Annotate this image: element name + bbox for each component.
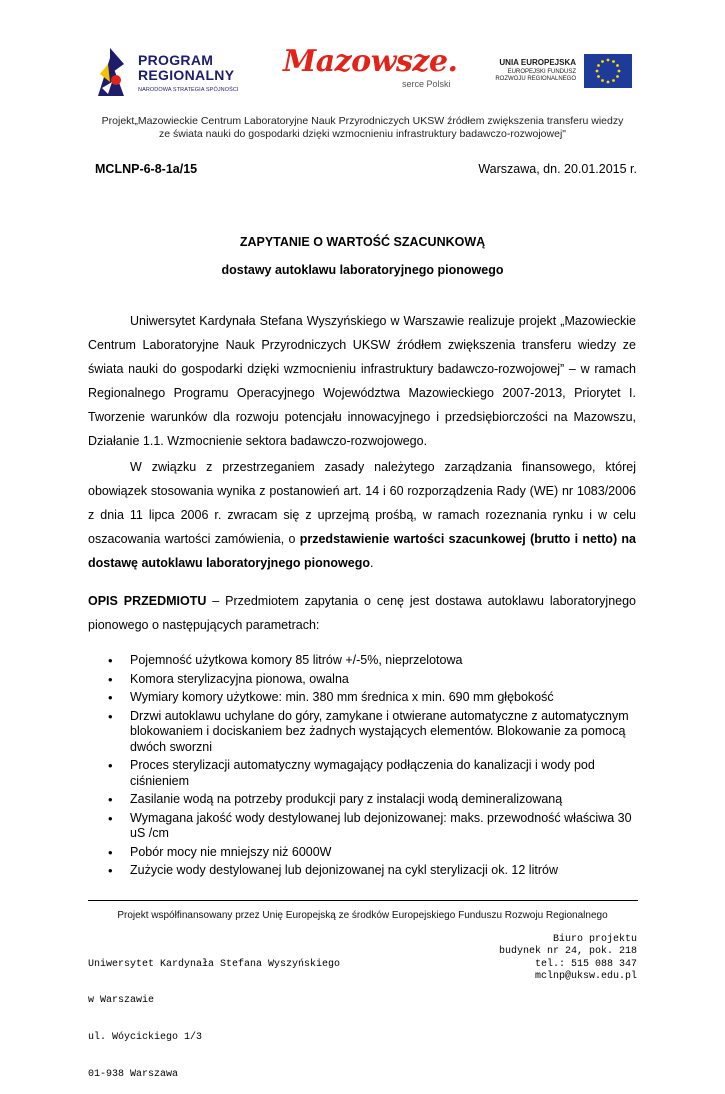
eu-logo <box>492 52 632 92</box>
program-logo-line1: PROGRAM <box>138 52 214 68</box>
document-reference: MCLNP-6-8-1a/15 <box>95 162 198 176</box>
project-title-line1: Projekt„Mazowieckie Centrum Laboratoryjne Nauk Przyrodniczych UKSW źródłem zwiększenia transferu wiedzy <box>101 115 624 127</box>
section-label: OPIS PRZEDMIOTU <box>88 594 207 608</box>
project-title-line2: ze świata nauki do gospodarki dzięki wzmocnieniu infrastruktury badawczo-rozwojowej" <box>159 128 566 140</box>
eu-logo-line1: UNIA EUROPEJSKA <box>499 58 576 67</box>
footer-cofinanced: Projekt współfinansowany przez Unię Europejską ze środków Europejskiego Funduszu Rozwoju Regionalnego <box>117 910 608 921</box>
eu-flag-icon <box>584 54 632 88</box>
program-regionalny-icon <box>96 44 126 98</box>
paragraph-request-end: . <box>369 556 374 570</box>
list-item: • Proces sterylizacji automatyczny wymagający podłączenia do kanalizacji i wody pod ciśnieniem <box>108 758 638 789</box>
list-item: • Pojemność użytkowa komory 85 litrów +/-5%, nieprzelotowa <box>108 653 638 669</box>
list-item: • Wymiary komory użytkowe: min. 380 mm średnica x min. 690 mm głębokość <box>108 690 638 706</box>
list-item: • Wymagana jakość wody destylowanej lub dejonizowanej: maks. przewodność właściwa 30 uS /cm <box>108 811 638 842</box>
document-date: Warszawa, dn. 20.01.2015 r. <box>478 162 637 176</box>
document-subtitle: dostawy autoklawu laboratoryjnego pionowego <box>221 263 504 277</box>
document-title: ZAPYTANIE O WARTOŚĆ SZACUNKOWĄ <box>239 235 486 249</box>
list-item: • Zużycie wody destylowanej lub dejonizowanej na cykl sterylizacji ok. 12 litrów <box>108 863 638 879</box>
program-logo-line3: NARODOWA STRATEGIA SPÓJNOŚCI <box>138 87 239 93</box>
mazowsze-logo <box>283 44 459 95</box>
list-item: • Pobór mocy nie mniejszy niż 6000W <box>108 845 638 861</box>
list-item: • Zasilanie wodą na potrzeby produkcji pary z instalacji wodą demineralizowaną <box>108 792 638 808</box>
mazowsze-tagline: serce Polski <box>402 79 451 89</box>
paragraph-request-bold: przedstawienie wartości szacunkowej (brutto i netto) na dostawę autoklawu laboratoryjnego pionowego <box>88 532 636 570</box>
footer-left-line: ul. Wóycickiego 1/3 <box>88 1032 203 1044</box>
mazowsze-wordmark: Mazowsze. <box>283 44 458 79</box>
footer-right-line: tel.: 515 088 347 <box>534 958 637 970</box>
footer-address-right <box>499 934 637 983</box>
footer-right-line: Biuro projektu <box>552 934 637 945</box>
footer-left-line: w Warszawie <box>88 995 155 1007</box>
footer-right-line: budynek nr 24, pok. 218 <box>498 946 637 958</box>
footer-address-left <box>88 934 340 1094</box>
paragraph-request <box>88 455 636 575</box>
footer-email-link[interactable]: mclnp@uksw.edu.pl <box>534 970 637 982</box>
program-logo-line2: REGIONALNY <box>138 67 235 83</box>
project-title <box>60 115 665 141</box>
program-regionalny-logo <box>96 44 276 100</box>
paragraph-intro: Uniwersytet Kardynała Stefana Wyszyńskiego w Warszawie realizuje projekt „Mazowieckie Centrum Laboratoryjne Nauk Przyrodniczych UKSW źródłem zwiększenia transferu wiedzy ze świata nauki do gospodarki dzięki wzmocnieniu infrastruktury badawczo-rozwojowej” – w ramach Regionalnego Programu Operacyjnego Województwa Mazowieckiego 2007-2013, Priorytet I. Tworzenie warunków dla rozwoju potencjału innowacyjnego i przedsiębiorczości na Mazowszu, Działanie 1.1. Wzmocnienie sektora badawczo-rozwojowego. <box>88 314 636 448</box>
list-item: • Drzwi autoklawu uchylane do góry, zamykane i otwierane automatyczne z automatycznym blokowaniem i dociskaniem bez żadnych wystających elementów. Blokowanie za pomocą dwóch sworzni <box>108 709 638 756</box>
paragraph-request-text: W związku z przestrzeganiem zasady należytego zarządzania finansowego, której obowiązek stosowania wynika z postanowień art. 14 i 60 rozporządzenia Rady (WE) nr 1083/2006 z dnia 11 lipca 2006 r. zwracam się z uprzejmą prośbą, w ramach rozeznania rynku i w celu oszacowania wartości zamówienia, o <box>88 460 636 546</box>
paragraph-description <box>88 589 636 637</box>
parameters-list <box>108 653 638 882</box>
section-text: – Przedmiotem zapytania o cenę jest dostawa autoklawu laboratoryjnego pionowego o następujących parametrach: <box>88 594 637 632</box>
footer-left-line: 01-938 Warszawa <box>88 1069 179 1081</box>
footer-divider <box>88 900 638 901</box>
eu-logo-line3: ROZWOJU REGIONALNEGO <box>495 76 576 82</box>
footer-left-line: Uniwersytet Kardynała Stefana Wyszyńskiego <box>88 958 341 970</box>
eu-logo-line2: EUROPEJSKI FUNDUSZ <box>507 69 576 75</box>
list-item: • Komora sterylizacyjna pionowa, owalna <box>108 672 638 688</box>
